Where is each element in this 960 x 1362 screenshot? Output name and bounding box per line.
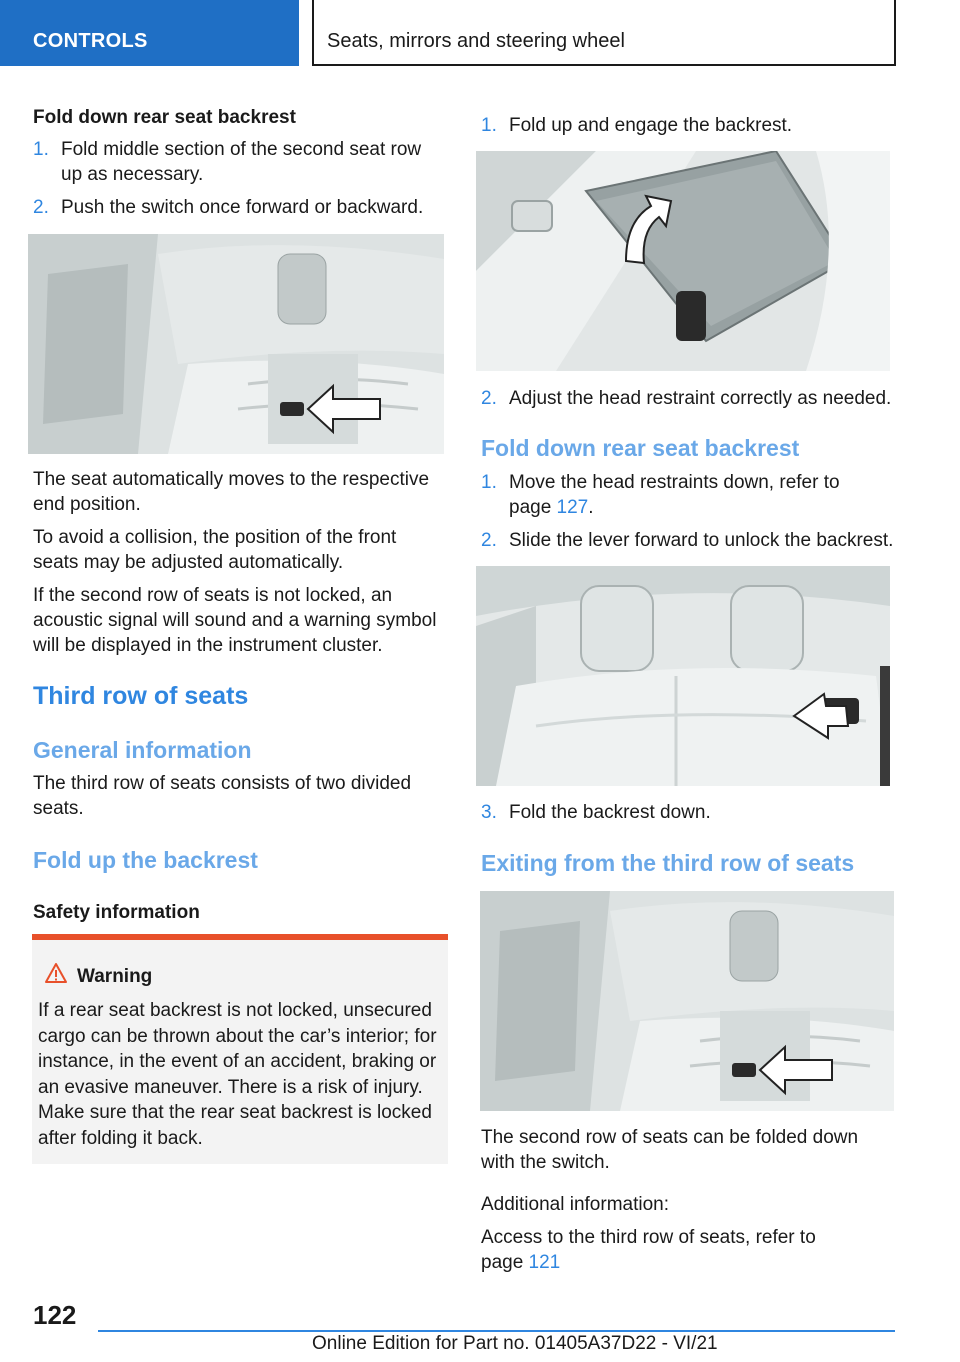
fold-up-backrest-image	[476, 151, 890, 371]
access-text: Access to the third row of seats, refer to	[481, 1227, 816, 1248]
paragraph: To avoid a collision, the position of the front seats may be adjusted automatically.	[33, 527, 397, 573]
step-text: Fold up and engage the backrest.	[509, 115, 793, 136]
step-text: Slide the lever forward to unlock the backrest.	[509, 530, 894, 551]
step-number: 1.	[481, 115, 497, 136]
paragraph: If the second row of seats is not locked, an acoustic signal will sound and a warning symbol will be displayed in the instrument cluster.	[33, 585, 437, 656]
subheading-fold-down: Fold down rear seat backrest	[33, 107, 296, 128]
page-link-127[interactable]: 127	[556, 497, 589, 518]
step-text-part: .	[588, 497, 594, 518]
step-text: Fold middle section of the second seat row up as necessary.	[61, 139, 422, 185]
paragraph	[481, 1225, 891, 1275]
warning-box	[32, 934, 448, 1164]
heading-general-information: General information	[33, 737, 252, 763]
step-number: 1.	[33, 139, 49, 160]
warning-title: Warning	[77, 966, 153, 987]
page-number: 122	[33, 1300, 77, 1330]
heading-third-row: Third row of seats	[33, 682, 249, 710]
subheading-safety-info: Safety information	[33, 902, 200, 923]
step-text: Push the switch once forward or backward.	[61, 197, 424, 218]
exit-switch-image	[480, 891, 894, 1111]
step-text-part: Move the head restraints down, refer to	[509, 472, 840, 493]
section-title: CONTROLS	[33, 30, 148, 52]
step-text: Fold the backrest down.	[509, 802, 711, 823]
step-number: 2.	[481, 388, 497, 409]
step-number: 2.	[33, 197, 49, 218]
page-link-121[interactable]: 121	[528, 1252, 561, 1273]
heading-fold-up: Fold up the backrest	[33, 847, 258, 873]
chapter-title: Seats, mirrors and steering wheel	[327, 30, 625, 52]
access-text: page	[481, 1252, 529, 1273]
step-text	[509, 470, 894, 520]
section-tab	[0, 0, 299, 66]
footer-rule	[98, 1330, 895, 1332]
heading-fold-down: Fold down rear seat backrest	[481, 435, 800, 461]
paragraph: The seat automatically moves to the respective end position.	[33, 469, 430, 515]
second-row-switch-image	[28, 234, 444, 454]
heading-exiting: Exiting from the third row of seats	[481, 850, 855, 876]
step-number: 2.	[481, 530, 497, 551]
warning-triangle-icon	[44, 962, 68, 984]
step-number: 3.	[481, 802, 497, 823]
chapter-header	[312, 0, 896, 66]
unlock-lever-image	[476, 566, 890, 786]
step-text: Adjust the head restraint correctly as needed.	[509, 388, 892, 409]
step-text-part: page	[509, 497, 557, 518]
edition-text: Online Edition for Part no. 01405A37D22 - VI/21	[312, 1333, 718, 1354]
paragraph: The second row of seats can be folded down with the switch.	[481, 1127, 859, 1173]
step-number: 1.	[481, 472, 497, 493]
paragraph: Additional information:	[481, 1194, 669, 1215]
paragraph: The third row of seats consists of two divided seats.	[33, 773, 412, 819]
warning-text: If a rear seat backrest is not locked, unsecured cargo can be thrown about the car’s interior; for instance, in the event of an accident, braking or an evasive maneuver. There is a risk of injury. Make sure that the rear seat backrest is locked after folding it back.	[38, 1000, 437, 1149]
